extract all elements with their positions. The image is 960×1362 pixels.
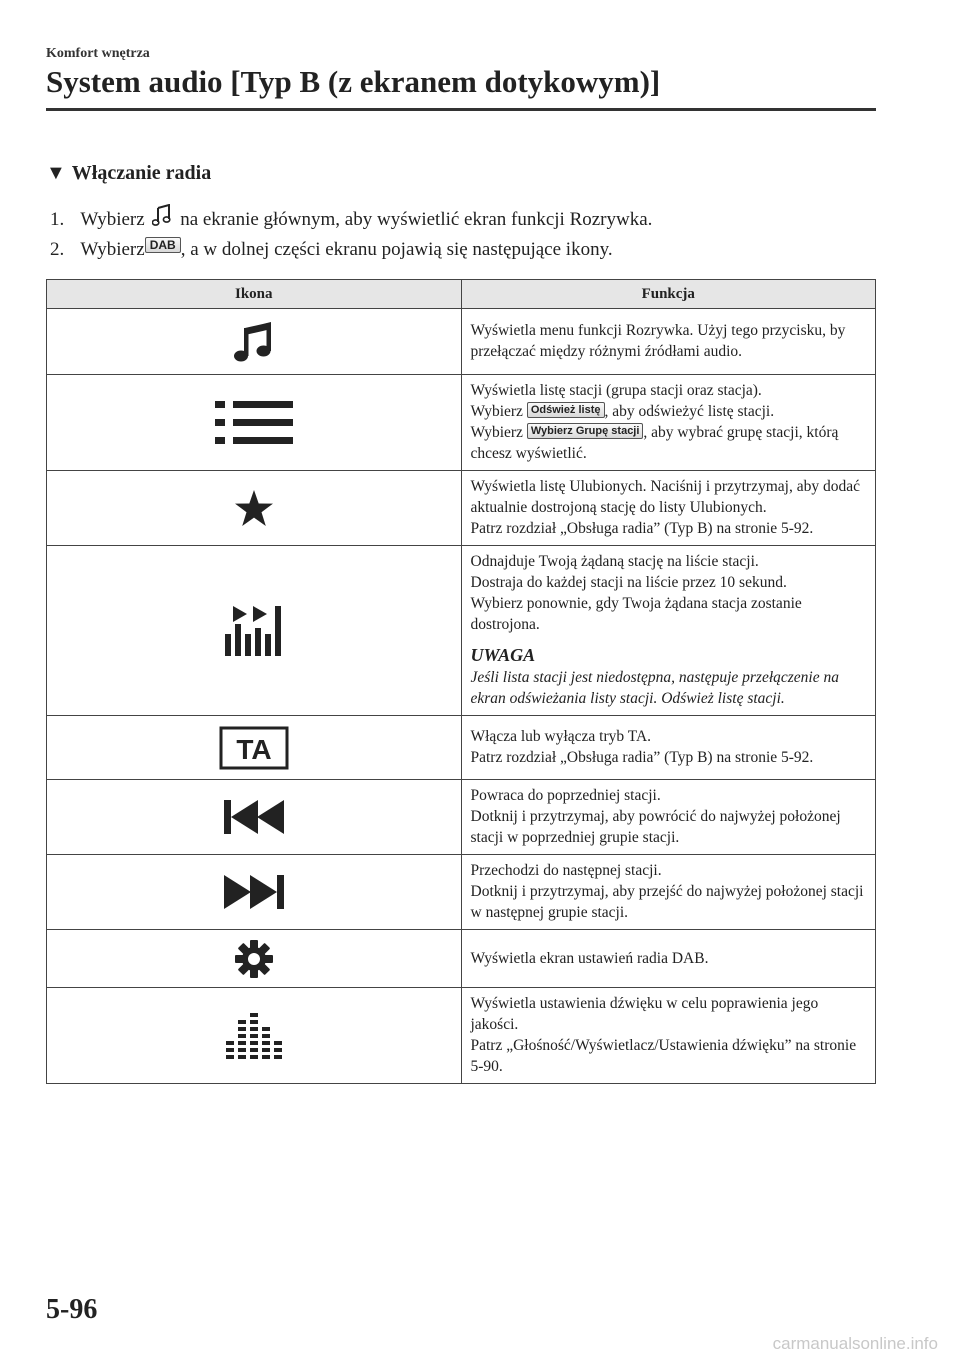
description-text: Patrz „Głośność/Wyświetlacz/Ustawienia dźwięku” na stronie 5-90. [470, 1037, 857, 1075]
description-cell [461, 546, 876, 716]
table-row [47, 375, 876, 471]
note-text: Jeśli lista stacji jest niedostępna, następuje przełączenie na ekran odświeżania listy stacji. Odśwież listę stacji. [470, 669, 839, 707]
description-text: Wyświetla listę Ulubionych. Naciśnij i przytrzymaj, aby dodać aktualnie dostrojoną stację do listy Ulubionych. [470, 478, 860, 516]
description-cell [461, 930, 876, 988]
description-cell [461, 309, 876, 375]
dab-button-image: DAB [145, 237, 181, 253]
refresh-list-button-image: Odśwież listę [527, 402, 605, 418]
step-text: Wybierz [80, 239, 145, 260]
function-table [46, 279, 876, 1084]
icon-cell [47, 780, 462, 855]
icon-cell [47, 375, 462, 471]
icon-cell [47, 546, 462, 716]
description-text: Wyświetla menu funkcji Rozrywka. Użyj tego przycisku, by przełączać między różnymi źródłami audio. [470, 322, 846, 360]
icon-cell [47, 930, 462, 988]
description-text-part: Wybierz [470, 403, 523, 420]
description-text: Odnajduje Twoją żądaną stację na liście stacji. [470, 553, 759, 570]
table-row [47, 855, 876, 930]
description-text: Dotknij i przytrzymaj, aby powrócić do najwyżej położonej stacji w poprzedniej grupie stacji. [470, 808, 841, 846]
description-text-part: Wybierz [470, 424, 523, 441]
table-row [47, 930, 876, 988]
table-header-row [47, 280, 876, 309]
ta-icon-label: TA [236, 733, 272, 765]
scan-icon [223, 606, 285, 656]
next-track-icon [222, 873, 286, 911]
star-icon [234, 489, 274, 527]
description-text: Dotknij i przytrzymaj, aby przejść do najwyżej położonej stacji w następnej grupie stacji. [470, 883, 864, 921]
table-row [47, 988, 876, 1084]
steps-list [50, 204, 880, 265]
icon-cell [47, 309, 462, 375]
note-heading: UWAGA [470, 645, 536, 665]
description-cell [461, 988, 876, 1084]
page-title: System audio [Typ B (z ekranem dotykowym)] [46, 64, 661, 99]
description-cell [461, 471, 876, 546]
step-text: , a w dolnej części ekranu pojawią się następujące ikony. [180, 239, 613, 260]
description-text: Włącza lub wyłącza tryb TA. [470, 728, 652, 745]
table-row [47, 716, 876, 780]
description-text-part: , aby odświeżyć listę stacji. [604, 403, 775, 420]
table-row [47, 309, 876, 375]
description-text: Wyświetla ustawienia dźwięku w celu poprawienia jego jakości. [470, 995, 819, 1033]
step-1 [50, 204, 880, 235]
description-text: Wyświetla ekran ustawień radia DAB. [470, 949, 709, 967]
column-header-function: Funkcja [461, 280, 876, 309]
title-divider [46, 108, 876, 111]
page-number: 5-96 [46, 1294, 98, 1325]
description-cell [461, 780, 876, 855]
description-text: Dostraja do każdej stacji na liście przez 10 sekund. [470, 574, 787, 591]
step-2 [50, 235, 880, 265]
gear-icon [234, 939, 274, 979]
description-text: Wyświetla listę stacji (grupa stacji oraz stacja). [470, 382, 762, 399]
description-cell [461, 855, 876, 930]
equalizer-icon [226, 1012, 282, 1060]
description-text [471, 401, 868, 422]
table-row [47, 471, 876, 546]
description-text: Patrz rozdział „Obsługa radia” (Typ B) na stronie 5-92. [470, 749, 814, 766]
breadcrumb: Komfort wnętrza [46, 46, 150, 61]
watermark: carmanualsonline.info [772, 1334, 938, 1353]
description-text-part: , aby wybrać grupę stacji, którą chcesz wyświetlić. [470, 424, 839, 462]
description-text: Wybierz ponownie, gdy Twoja żądana stacja zostanie dostrojona. [470, 595, 802, 633]
column-header-icon: Ikona [47, 280, 462, 309]
icon-cell [47, 471, 462, 546]
music-note-icon [231, 319, 277, 365]
description-cell [461, 375, 876, 471]
table-row [47, 546, 876, 716]
step-text: Wybierz [80, 209, 145, 230]
ta-icon [219, 726, 289, 770]
icon-cell [47, 988, 462, 1084]
description-text: Powraca do poprzedniej stacji. [470, 787, 661, 804]
list-icon [215, 400, 293, 446]
section-heading-text: Włączanie radia [71, 162, 212, 184]
description-text: Patrz rozdział „Obsługa radia” (Typ B) na stronie 5-92. [470, 520, 814, 537]
icon-cell [47, 855, 462, 930]
description-text: Przechodzi do następnej stacji. [470, 862, 662, 879]
step-number: 1. [50, 209, 65, 230]
triangle-marker-icon: ▼ [46, 162, 66, 184]
description-text [471, 422, 868, 464]
icon-cell [47, 716, 462, 780]
section-heading [46, 162, 211, 185]
previous-track-icon [222, 798, 286, 836]
select-station-group-button-image: Wybierz Grupę stacji [527, 423, 644, 439]
table-row [47, 780, 876, 855]
music-note-icon [152, 204, 172, 228]
description-cell [461, 716, 876, 780]
step-text: na ekranie głównym, aby wyświetlić ekran funkcji Rozrywka. [180, 209, 653, 230]
step-number: 2. [50, 239, 65, 260]
